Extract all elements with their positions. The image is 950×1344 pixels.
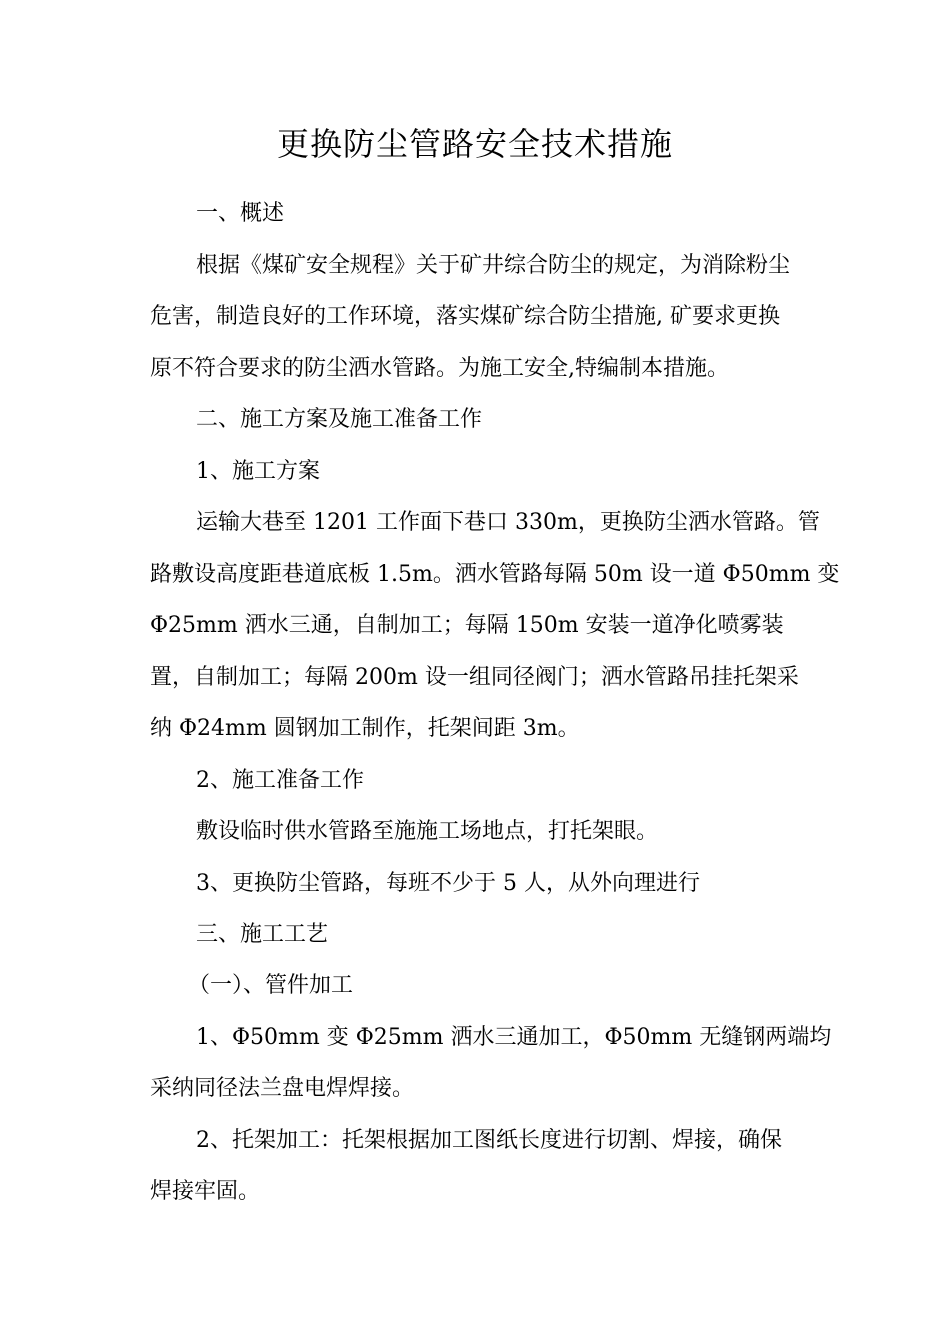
paragraph-line: 根据《煤矿安全规程》关于矿井综合防尘的规定，为消除粉尘 (196, 253, 791, 278)
paragraph-line: 敷设临时供水管路至施施工场地点，打托架眼。 (196, 819, 659, 844)
paragraph-line: 原不符合要求的防尘洒水管路。为施工安全,特编制本措施。 (150, 356, 729, 381)
paragraph-line: 2、托架加工：托架根据加工图纸长度进行切割、焊接，确保 (196, 1128, 782, 1153)
paragraph-line: 1、Φ50mm 变 Φ25mm 洒水三通加工，Φ50mm 无缝钢两端均 (196, 1025, 832, 1050)
document-title: 更换防尘管路安全技术措施 (276, 125, 673, 163)
subsection-heading-fittings: （一）、管件加工 (188, 973, 354, 998)
paragraph-line: 3、更换防尘管路，每班不少于 5 人，从外向理进行 (196, 871, 700, 896)
paragraph-line: 焊接牢固。 (150, 1179, 261, 1204)
paragraph-line: 运输大巷至 1201 工作面下巷口 330m，更换防尘洒水管路。管 (196, 510, 820, 535)
subsection-heading-preparation: 2、施工准备工作 (196, 768, 364, 793)
section-heading-process: 三、施工工艺 (196, 922, 329, 947)
paragraph-line: 危害，制造良好的工作环境，落实煤矿综合防尘措施, 矿要求更换 (150, 304, 780, 329)
paragraph-line: 采纳同径法兰盘电焊焊接。 (150, 1076, 415, 1101)
paragraph-line: 路敷设高度距巷道底板 1.5m。洒水管路每隔 50m 设一道 Φ50mm 变 (150, 562, 840, 587)
subsection-heading-plan: 1、施工方案 (196, 459, 320, 484)
section-heading-overview: 一、概述 (196, 201, 285, 226)
paragraph-line: 纳 Φ24mm 圆钢加工制作，托架间距 3m。 (150, 716, 580, 741)
paragraph-line: 置，自制加工；每隔 200m 设一组同径阀门；洒水管路吊挂托架采 (150, 665, 799, 690)
paragraph-line: Φ25mm 洒水三通，自制加工；每隔 150m 安装一道净化喷雾装 (150, 613, 784, 638)
section-heading-plan: 二、施工方案及施工准备工作 (196, 407, 483, 432)
